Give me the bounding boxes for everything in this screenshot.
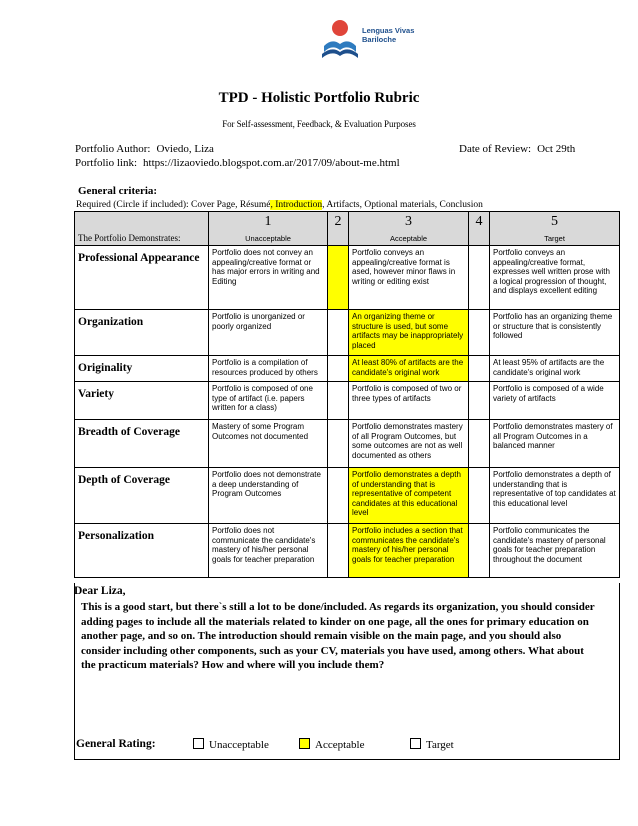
cell-level-2-marked <box>328 246 349 310</box>
criterion-professional-appearance: Professional Appearance <box>75 246 209 310</box>
cell-target: Portfolio has an organizing theme or structure that is consistently followed <box>490 310 620 356</box>
cell-level-2 <box>328 468 349 524</box>
cell-unacceptable: Portfolio is a compilation of resources produced by others <box>209 356 328 382</box>
header-level-3-label: Acceptable <box>389 234 428 243</box>
header-demonstrates: The Portfolio Demonstrates: <box>75 212 209 246</box>
cell-unacceptable: Portfolio does not communicate the candidate's mastery of his/her personal goals for teacher preparation <box>209 524 328 578</box>
cell-target: Portfolio conveys an appealing/creative format, expresses well written prose with a logical progression of thought, and displays excellent editing <box>490 246 620 310</box>
header-level-1-num: 1 <box>264 214 272 229</box>
cell-level-4 <box>469 356 490 382</box>
author-line <box>75 143 214 155</box>
rubric-table <box>74 211 620 578</box>
cell-level-4 <box>469 310 490 356</box>
rating-acceptable-label: Acceptable <box>315 739 365 751</box>
header-level-4: 4 <box>469 212 490 246</box>
checkbox-highlighted-icon[interactable] <box>299 738 310 749</box>
feedback-salutation: Dear Liza, <box>74 585 126 597</box>
page-subtitle: For Self-assessment, Feedback, & Evaluation Purposes <box>222 119 416 129</box>
portfolio-link[interactable]: https://lizaoviedo.blogspot.com.ar/2017/09/about-me.html <box>143 157 400 169</box>
cell-acceptable: Portfolio conveys an appealing/creative format is ased, however minor flaws in writing or editing exist <box>349 246 469 310</box>
table-row <box>75 310 620 356</box>
cell-unacceptable: Mastery of some Program Outcomes not documented <box>209 420 328 468</box>
author-label: Portfolio Author: <box>75 143 151 155</box>
general-criteria-heading: General criteria: <box>78 185 158 197</box>
page-title: TPD - Holistic Portfolio Rubric <box>218 90 420 106</box>
table-row <box>75 356 620 382</box>
link-label: Portfolio link: <box>75 157 138 169</box>
cell-acceptable-marked: At least 80% of artifacts are the candidate's original work <box>349 356 469 382</box>
cell-acceptable-marked: An organizing theme or structure is used, but some artifacts may be inappropriately placed <box>349 310 469 356</box>
table-row <box>75 524 620 578</box>
header-level-3 <box>349 212 469 246</box>
date-value: Oct 29th <box>537 143 576 155</box>
author-value: Oviedo, Liza <box>156 143 214 155</box>
rating-option-target[interactable] <box>410 738 454 751</box>
rating-option-unacceptable[interactable] <box>193 738 269 751</box>
header-level-2: 2 <box>328 212 349 246</box>
cell-level-2 <box>328 382 349 420</box>
header-level-1 <box>209 212 328 246</box>
criterion-originality: Originality <box>75 356 209 382</box>
cell-target: Portfolio demonstrates mastery of all Program Outcomes in a balanced manner <box>490 420 620 468</box>
feedback-text: This is a good start, but there`s still a lot to be done/included. As regards its organization, you should consider adding pages to include all the materials related to kinder on one page, all the ones for primary education on another page, and so on. The introduction should remain visible on the main page, and you should also consider including other components, such as your CV, materials you have used, among others. What about the practicum materials? How and where will you include them? <box>81 601 595 671</box>
checkbox-icon[interactable] <box>193 738 204 749</box>
cell-unacceptable: Portfolio is composed of one type of artifact (i.e. papers written for a class) <box>209 382 328 420</box>
cell-level-4 <box>469 420 490 468</box>
table-row <box>75 468 620 524</box>
logo-line-1: Lenguas Vivas <box>362 26 415 35</box>
rating-unacceptable-label: Unacceptable <box>209 739 269 751</box>
rating-option-acceptable[interactable] <box>299 738 364 751</box>
cell-target: Portfolio is composed of a wide variety of artifacts <box>490 382 620 420</box>
table-row <box>75 382 620 420</box>
cell-unacceptable: Portfolio is unorganized or poorly organized <box>209 310 328 356</box>
header-level-3-num: 3 <box>405 214 412 229</box>
rating-target-label: Target <box>426 739 454 751</box>
cell-target: At least 95% of artifacts are the candidate's original work <box>490 356 620 382</box>
header-level-5-num: 5 <box>551 214 558 229</box>
cell-target: Portfolio communicates the candidate's mastery of personal goals for teacher preparation throughout the document <box>490 524 620 578</box>
table-row <box>75 420 620 468</box>
cell-target: Portfolio demonstrates a depth of understanding that is representative of top candidates at this educational level <box>490 468 620 524</box>
header-level-1-label: Unacceptable <box>245 234 291 243</box>
cell-level-4 <box>469 246 490 310</box>
cell-acceptable-marked: Portfolio includes a section that communicates the candidate's mastery of his/her personal goals for teacher preparation <box>349 524 469 578</box>
required-introduction: , Introduction <box>270 200 323 210</box>
date-label: Date of Review: <box>459 143 532 155</box>
cell-level-4 <box>469 468 490 524</box>
header-level-5-label: Target <box>544 234 565 243</box>
required-line <box>76 200 483 210</box>
logo-text <box>362 26 414 44</box>
cell-level-2 <box>328 420 349 468</box>
rubric-header-row <box>75 212 620 246</box>
criterion-organization: Organization <box>75 310 209 356</box>
criterion-breadth-of-coverage: Breadth of Coverage <box>75 420 209 468</box>
required-text-end: , Artifacts, Optional materials, Conclusion <box>322 200 483 210</box>
general-rating-label: General Rating: <box>76 738 156 750</box>
table-row <box>75 246 620 310</box>
criterion-variety: Variety <box>75 382 209 420</box>
cell-level-4 <box>469 382 490 420</box>
logo-line-2: Bariloche <box>362 35 397 44</box>
cell-unacceptable: Portfolio does not convey an appealing/creative format or has major errors in writing and Editing <box>209 246 328 310</box>
checkbox-icon[interactable] <box>410 738 421 749</box>
criterion-depth-of-coverage: Depth of Coverage <box>75 468 209 524</box>
criterion-personalization: Personalization <box>75 524 209 578</box>
cell-level-2 <box>328 524 349 578</box>
date-line <box>459 143 575 155</box>
cell-unacceptable: Portfolio does not demonstrate a deep understanding of Program Outcomes <box>209 468 328 524</box>
header-level-5 <box>490 212 620 246</box>
cell-acceptable: Portfolio demonstrates mastery of all Program Outcomes, but some outcomes are not as well documented as others <box>349 420 469 468</box>
cell-level-4 <box>469 524 490 578</box>
required-text: Required (Circle if included): Cover Page, Résumé <box>76 200 271 210</box>
cell-acceptable: Portfolio is composed of two or three types of artifacts <box>349 382 469 420</box>
cell-acceptable-marked: Portfolio demonstrates a depth of understanding that is representative of competent candidates at this educational level <box>349 468 469 524</box>
link-line <box>75 157 400 169</box>
cell-level-2 <box>328 310 349 356</box>
cell-level-2 <box>328 356 349 382</box>
